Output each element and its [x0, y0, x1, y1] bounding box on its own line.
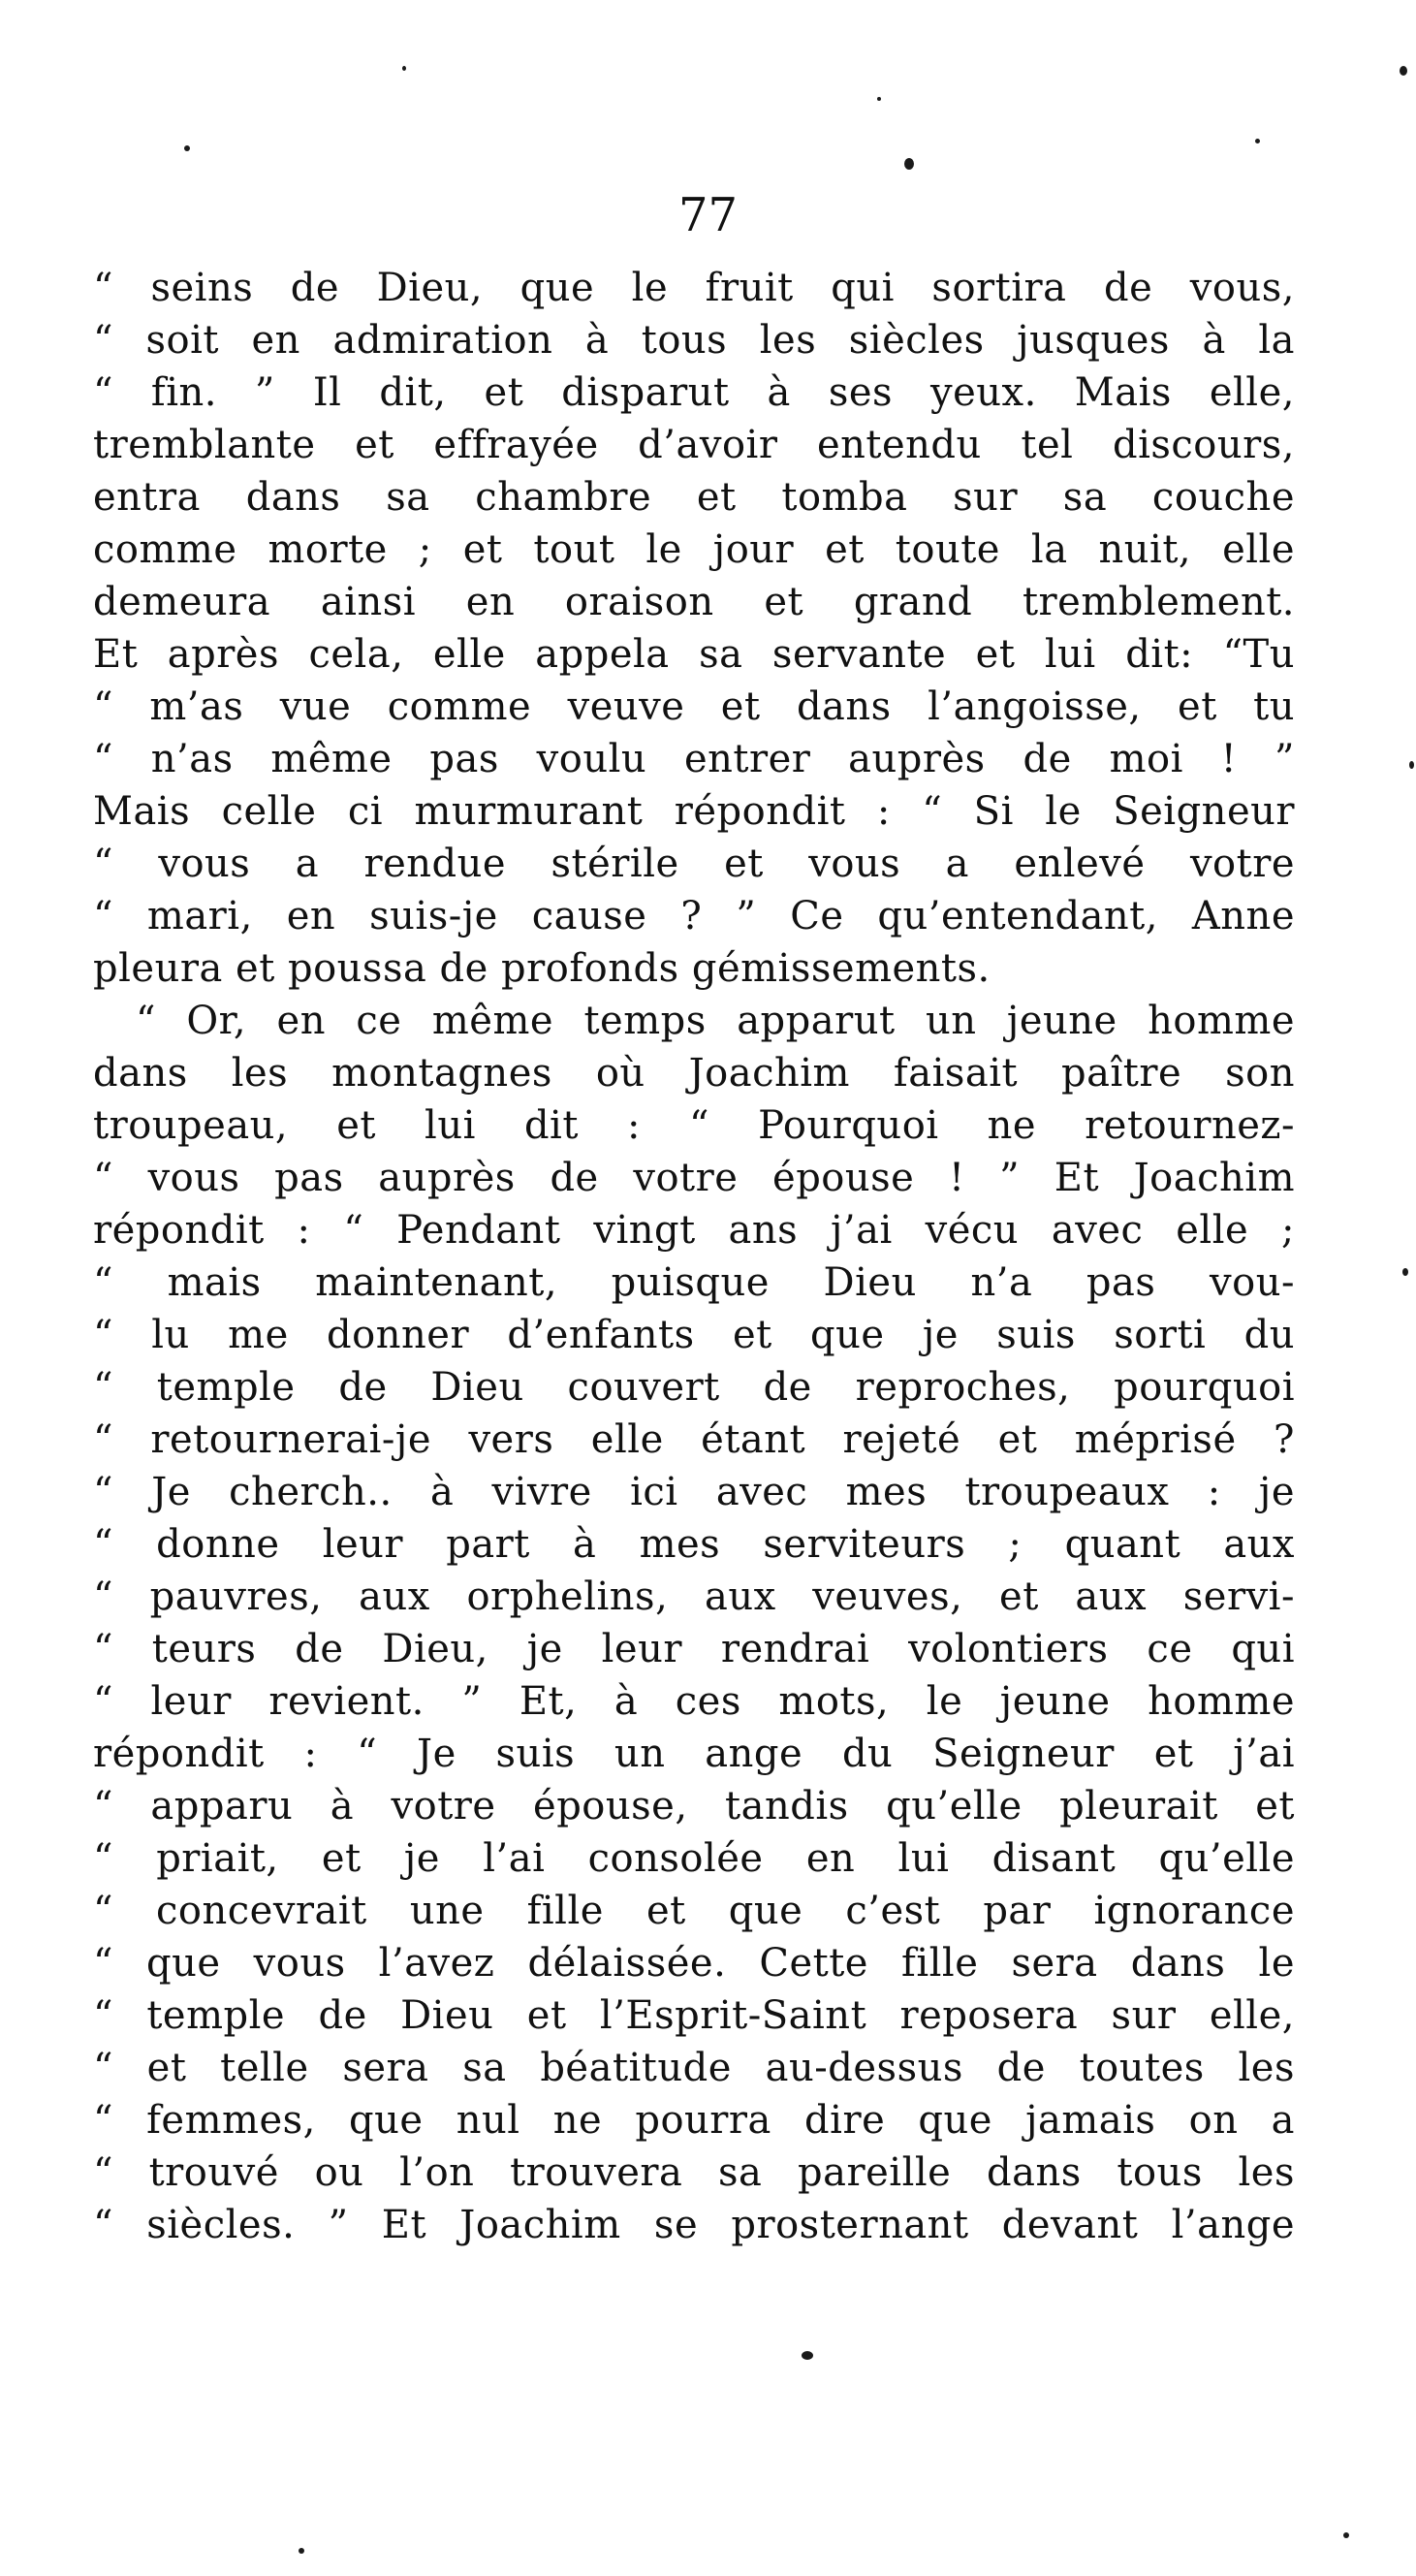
text-line: “ pauvres, aux orphelins, aux veuves, et aux servi- — [93, 1574, 1295, 1619]
text-line: troupeau, et lui dit : “ Pourquoi ne retournez- — [93, 1103, 1295, 1148]
ink-speck — [402, 66, 406, 71]
ink-speck — [299, 2548, 304, 2554]
text-line: “ retournerai-je vers elle étant rejeté et méprisé ? — [93, 1417, 1295, 1462]
ink-speck — [1400, 66, 1407, 76]
text-line: dans les montagnes où Joachim faisait paître son — [93, 1051, 1295, 1096]
text-line: entra dans sa chambre et tomba sur sa couche — [93, 475, 1295, 520]
text-line: pleura et poussa de profonds gémissements. — [93, 946, 991, 991]
text-line: “ teurs de Dieu, je leur rendrai volontiers ce qui — [93, 1627, 1295, 1671]
text-line: “ apparu à votre épouse, tandis qu’elle pleurait et — [93, 1784, 1295, 1829]
text-line: “ soit en admiration à tous les siècles jusques à la — [93, 318, 1295, 363]
text-line: tremblante et effrayée d’avoir entendu tel discours, — [93, 423, 1295, 467]
text-line: Mais celle ci murmurant répondit : “ Si le Seigneur — [93, 789, 1295, 834]
text-line: répondit : “ Pendant vingt ans j’ai vécu avec elle ; — [93, 1208, 1295, 1253]
text-line: “ temple de Dieu et l’Esprit-Saint reposera sur elle, — [93, 1993, 1295, 2038]
ink-speck — [1255, 139, 1260, 143]
text-line: “ m’as vue comme veuve et dans l’angoisse, et tu — [93, 684, 1295, 729]
ink-speck — [904, 158, 914, 170]
text-line: répondit : “ Je suis un ange du Seigneur et j’ai — [93, 1732, 1295, 1776]
ink-speck — [1343, 2532, 1349, 2538]
ink-speck — [184, 145, 190, 151]
ink-speck — [802, 2351, 813, 2360]
text-line: “ trouvé ou l’on trouvera sa pareille dans tous les — [93, 2150, 1295, 2195]
text-line: “ leur revient. ” Et, à ces mots, le jeune homme — [93, 1679, 1295, 1724]
text-line: “ siècles. ” Et Joachim se prosternant devant l’ange — [93, 2203, 1295, 2247]
text-line: “ femmes, que nul ne pourra dire que jamais on a — [93, 2098, 1295, 2143]
text-line: “ Or, en ce même temps apparut un jeune homme — [136, 999, 1295, 1043]
text-line: “ et telle sera sa béatitude au-dessus de toutes les — [93, 2046, 1295, 2090]
text-line: “ concevrait une fille et que c’est par ignorance — [93, 1889, 1295, 1933]
text-line: “ priait, et je l’ai consolée en lui disant qu’elle — [93, 1836, 1295, 1881]
text-line: “ mais maintenant, puisque Dieu n’a pas vou- — [93, 1260, 1295, 1305]
text-line: “ temple de Dieu couvert de reproches, pourquoi — [93, 1365, 1295, 1410]
page-number: 77 — [677, 188, 739, 242]
text-line: “ n’as même pas voulu entrer auprès de moi ! ” — [93, 737, 1295, 781]
text-line: “ seins de Dieu, que le fruit qui sortira de vous, — [93, 266, 1295, 310]
text-line: demeura ainsi en oraison et grand tremblement. — [93, 580, 1295, 624]
text-line: “ vous a rendue stérile et vous a enlevé votre — [93, 842, 1295, 886]
text-line: “ lu me donner d’enfants et que je suis sorti du — [93, 1313, 1295, 1357]
text-line: “ Je cherch.. à vivre ici avec mes troupeaux : je — [93, 1470, 1295, 1514]
text-line: “ vous pas auprès de votre épouse ! ” Et Joachim — [93, 1156, 1295, 1200]
ink-speck — [1409, 761, 1414, 769]
text-line: comme morte ; et tout le jour et toute la nuit, elle — [93, 527, 1295, 572]
text-line: “ que vous l’avez délaissée. Cette fille sera dans le — [93, 1941, 1295, 1986]
ink-speck — [877, 97, 881, 101]
text-line: “ fin. ” Il dit, et disparut à ses yeux. Mais elle, — [93, 370, 1295, 415]
body-text — [93, 262, 1295, 2251]
text-line: “ donne leur part à mes serviteurs ; quant aux — [93, 1522, 1295, 1567]
text-line: Et après cela, elle appela sa servante et lui dit: “Tu — [93, 632, 1295, 677]
ink-speck — [1402, 1268, 1408, 1276]
text-line: “ mari, en suis-je cause ? ” Ce qu’entendant, Anne — [93, 894, 1295, 938]
